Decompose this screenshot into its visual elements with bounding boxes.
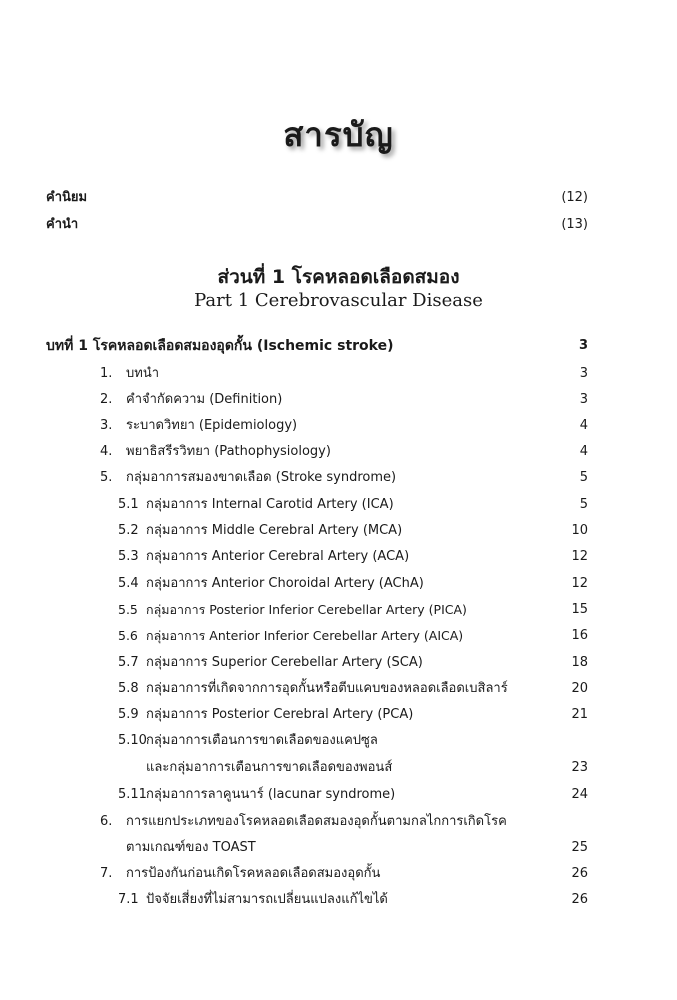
entry-text: กลุ่มอาการ Anterior Cerebral Artery (ACA): [146, 549, 410, 564]
entry-text: การแยกประเภทของโรคหลอดเลือดสมองอุดกั้นตามกลไกการเกิดโรค: [126, 814, 507, 829]
entry-page: 5: [579, 497, 588, 512]
part-heading-thai: ส่วนที่ 1 โรคหลอดเลือดสมอง: [217, 266, 460, 288]
entry-text: ปัจจัยเสี่ยงที่ไม่สามารถเปลี่ยนแปลงแก้ไขได้: [146, 892, 388, 907]
entry-page: 4: [579, 418, 588, 433]
entry-number: 5.9: [118, 707, 139, 722]
entry-page: 10: [571, 523, 588, 538]
toc-subentry[interactable]: [118, 680, 508, 698]
entry-number: 5.10: [118, 733, 147, 748]
entry-text: กลุ่มอาการ Posterior Cerebral Artery (PCA): [146, 707, 414, 722]
toc-entry[interactable]: [100, 417, 297, 435]
entry-number: 5.6: [118, 628, 138, 643]
toc-entry[interactable]: [100, 391, 282, 409]
entry-text: กลุ่มอาการ Superior Cerebellar Artery (SCA): [146, 655, 423, 670]
entry-page: 16: [571, 628, 588, 643]
toc-entry[interactable]: [100, 365, 159, 383]
entry-text: กลุ่มอาการ Anterior Choroidal Artery (AChA): [146, 576, 424, 591]
entry-page: 23: [571, 760, 588, 775]
entry-number: 5.4: [118, 576, 139, 591]
entry-page: 15: [571, 602, 588, 617]
entry-number: 5.1: [118, 497, 139, 512]
entry-number: 2.: [100, 392, 113, 407]
entry-page: 26: [571, 866, 588, 881]
entry-page: 3: [579, 392, 588, 407]
part-heading-english: Part 1 Cerebrovascular Disease: [194, 290, 483, 311]
entry-page: 12: [571, 576, 588, 591]
entry-page: 21: [571, 707, 588, 722]
entry-number: 7.: [100, 866, 113, 881]
entry-text: กลุ่มอาการ Anterior Inferior Cerebellar Artery (AICA): [146, 628, 464, 643]
toc-item-foreword[interactable]: คำนิยม: [46, 190, 88, 205]
entry-page: 20: [571, 681, 588, 696]
toc-subentry[interactable]: [118, 732, 378, 750]
toc-subentry[interactable]: [118, 496, 394, 514]
entry-number: 5.3: [118, 549, 139, 564]
toc-subentry[interactable]: [118, 786, 395, 804]
entry-page: 18: [571, 655, 588, 670]
entry-text: กลุ่มอาการเตือนการขาดเลือดของแคปซูล: [146, 733, 378, 748]
toc-page-preface: (13): [561, 217, 588, 232]
entry-number: 5.7: [118, 655, 139, 670]
entry-page: 24: [571, 787, 588, 802]
toc-item-preface[interactable]: คำนำ: [46, 217, 79, 232]
entry-number: 5.: [100, 470, 113, 485]
entry-number: 7.1: [118, 892, 139, 907]
entry-page: 12: [571, 549, 588, 564]
toc-subentry[interactable]: [118, 654, 423, 672]
entry-text: พยาธิสรีรวิทยา (Pathophysiology): [126, 444, 331, 459]
toc-entry[interactable]: [100, 443, 331, 461]
toc-entry[interactable]: [100, 813, 507, 831]
chapter-page: 3: [578, 338, 588, 353]
entry-text: คำจำกัดความ (Definition): [126, 392, 283, 407]
entry-page: 25: [571, 840, 588, 855]
entry-text: การป้องกันก่อนเกิดโรคหลอดเลือดสมองอุดกั้น: [126, 866, 381, 881]
toc-subentry[interactable]: [118, 601, 467, 619]
toc-subentry[interactable]: [118, 522, 402, 540]
toc-subentry[interactable]: [118, 548, 409, 566]
entry-page: 4: [579, 444, 588, 459]
entry-number: 5.8: [118, 681, 139, 696]
toc-subentry[interactable]: [118, 627, 463, 645]
toc-subentry[interactable]: [118, 575, 424, 593]
entry-number: 1.: [100, 366, 113, 381]
entry-text: กลุ่มอาการ Middle Cerebral Artery (MCA): [146, 523, 403, 538]
toc-subentry[interactable]: [118, 891, 388, 909]
entry-text: ระบาดวิทยา (Epidemiology): [126, 418, 298, 433]
entry-text-continuation: และกลุ่มอาการเตือนการขาดเลือดของพอนส์: [146, 760, 393, 775]
entry-number: 4.: [100, 444, 113, 459]
entry-number: 5.11: [118, 787, 147, 802]
toc-entry[interactable]: [100, 865, 380, 883]
entry-text: กลุ่มอาการลาคูนนาร์ (lacunar syndrome): [146, 787, 396, 802]
entry-page: 26: [571, 892, 588, 907]
entry-text: กลุ่มอาการสมองขาดเลือด (Stroke syndrome): [126, 470, 397, 485]
toc-page-foreword: (12): [561, 190, 588, 205]
toc-subentry[interactable]: [118, 706, 413, 724]
page-title: สารบัญ: [283, 115, 394, 154]
entry-number: 6.: [100, 814, 113, 829]
entry-page: 3: [579, 366, 588, 381]
entry-text: กลุ่มอาการที่เกิดจากการอุดกั้นหรือตีบแคบของหลอดเลือดเบสิลาร์: [146, 681, 508, 696]
entry-text: กลุ่มอาการ Internal Carotid Artery (ICA): [146, 497, 394, 512]
entry-number: 5.5: [118, 602, 138, 617]
entry-text: กลุ่มอาการ Posterior Inferior Cerebellar Artery (PICA): [146, 602, 467, 617]
entry-text-continuation: ตามเกณฑ์ของ TOAST: [126, 840, 256, 855]
entry-number: 5.2: [118, 523, 139, 538]
chapter-heading[interactable]: บทที่ 1 โรคหลอดเลือดสมองอุดกั้น (Ischemic stroke): [46, 338, 394, 354]
toc-entry[interactable]: [100, 469, 396, 487]
entry-number: 3.: [100, 418, 113, 433]
entry-page: 5: [579, 470, 588, 485]
entry-text: บทนำ: [126, 366, 160, 381]
